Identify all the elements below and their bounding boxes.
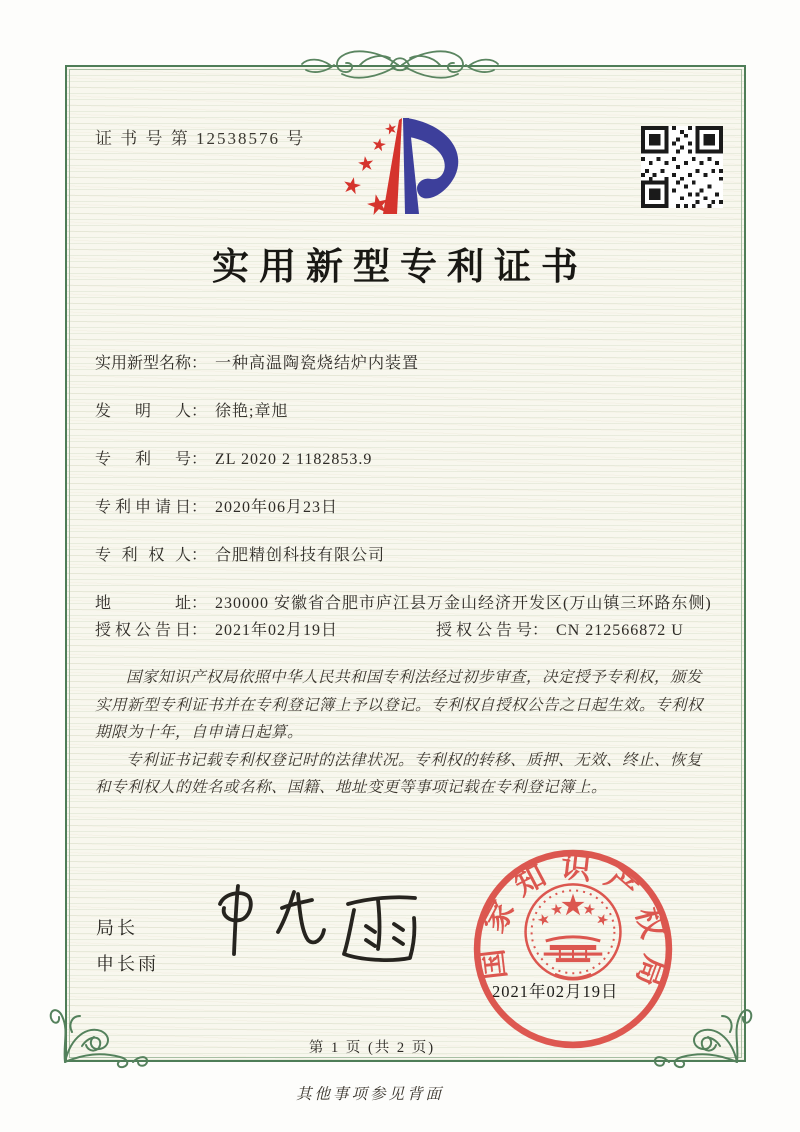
field-label: 专利申请日 — [95, 499, 191, 516]
logo-p-icon — [383, 118, 458, 214]
qr-code — [640, 126, 724, 208]
director-name: 申长雨 — [96, 954, 159, 974]
field-list — [95, 352, 715, 667]
cnipa-logo — [333, 108, 473, 236]
field-value: 2020年06月23日 — [215, 499, 339, 516]
director-block — [96, 910, 159, 982]
director-title: 局长 — [96, 918, 138, 938]
grant-date-label: 授权公告日 — [95, 622, 191, 639]
back-note: 其他事项参见背面 — [295, 1086, 444, 1103]
director-signature — [210, 874, 435, 986]
field-value: 徐艳;章旭 — [215, 403, 289, 420]
field-grant-row: 授权公告日 ： 2021年02月19日 授权公告号 ： CN 212566872 U — [95, 619, 715, 642]
field-label: 地址 — [95, 595, 191, 612]
seal-date: 2021年02月19日 — [492, 982, 619, 1001]
field-value: 一种高温陶瓷烧结炉内装置 — [215, 355, 420, 372]
grant-number-value: CN 212566872 U — [556, 622, 684, 639]
field-utility-model-name: 实用新型名称 ： 一种高温陶瓷烧结炉内装置 — [95, 352, 715, 375]
field-label: 发明人 — [95, 403, 191, 420]
legal-paragraph-1: 国家知识产权局依照中华人民共和国专利法经过初步审查，决定授予专利权，颁发实用新型专利证书并在专利登记簿上予以登记。专利权自授权公告之日起生效。专利权期限为十年，自申请日起算。 — [95, 669, 704, 741]
field-label: 专利权人 — [95, 547, 191, 564]
field-patent-number: 专利号 ： ZL 2020 2 1182853.9 — [95, 448, 715, 471]
legal-paragraph-2: 专利证书记载专利权登记时的法律状况。专利权的转移、质押、无效、终止、恢复和专利权人的姓名或名称、国籍、地址变更等事项记载在专利登记簿上。 — [95, 751, 703, 796]
field-value: 合肥精创科技有限公司 — [215, 547, 386, 564]
field-filing-date: 专利申请日 ： 2020年06月23日 — [95, 496, 715, 519]
grant-number-label: 授权公告号 — [436, 622, 533, 639]
field-patentee: 专利权人 ： 合肥精创科技有限公司 — [95, 544, 715, 567]
legal-text — [95, 664, 713, 802]
national-emblem-icon — [526, 884, 621, 979]
official-seal — [471, 847, 675, 1051]
certificate-title: 实用新型专利证书 — [212, 247, 588, 288]
field-label: 专利号 — [95, 451, 191, 468]
seal-agency-text: 国家知识产权局 — [473, 849, 673, 1003]
grant-date-value: 2021年02月19日 — [215, 622, 339, 639]
page-indicator: 第 1 页 (共 2 页) — [308, 1040, 436, 1056]
field-label: 实用新型名称 — [95, 355, 192, 372]
field-address: 地址 ： 230000 安徽省合肥市庐江县万金山经济开发区(万山镇三环路东侧) — [95, 592, 715, 615]
field-inventors: 发明人 ： 徐艳;章旭 — [95, 400, 715, 423]
field-value: ZL 2020 2 1182853.9 — [215, 451, 373, 468]
field-value: 230000 安徽省合肥市庐江县万金山经济开发区(万山镇三环路东侧) — [215, 595, 712, 612]
certificate-number: 证 书 号 第 12538576 号 — [95, 129, 306, 148]
